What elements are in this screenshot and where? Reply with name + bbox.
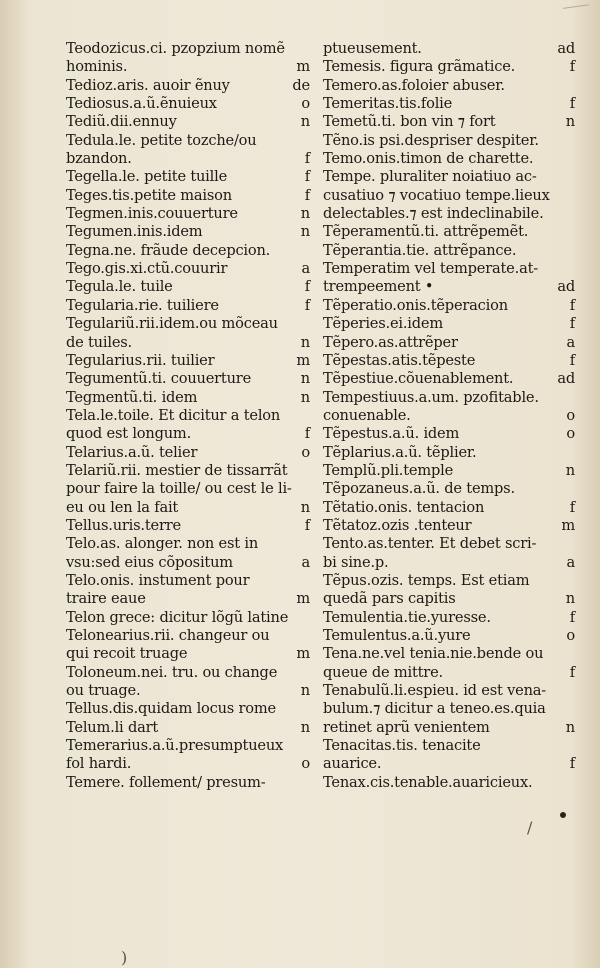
grammar-marker: n xyxy=(300,113,310,131)
grammar-marker: n xyxy=(300,682,310,700)
grammar-marker: o xyxy=(566,627,575,644)
left-column-line xyxy=(66,590,310,608)
grammar-marker: f xyxy=(569,498,575,516)
left-column-line xyxy=(66,517,310,535)
grammar-marker: f xyxy=(569,663,575,681)
entry-text: Tẽpestiue.cõuenablement. xyxy=(323,370,514,388)
grammar-marker: n xyxy=(565,718,575,736)
entry-text: Telo.onis. instument pour xyxy=(66,571,250,589)
entry-text: delectables.⁊ est indeclinabile. xyxy=(323,205,544,223)
left-column-line xyxy=(66,774,310,792)
grammar-marker: n xyxy=(300,718,310,736)
entry-text: Tẽperantia.tie. attrẽpance. xyxy=(323,241,517,259)
entry-text: Templũ.pli.temple xyxy=(323,461,454,479)
entry-text: eu ou len la fait xyxy=(66,498,179,516)
right-column-line xyxy=(323,627,575,645)
grammar-marker: de xyxy=(292,76,310,94)
entry-text: Telonearius.rii. changeur ou xyxy=(66,627,270,644)
entry-text: de tuiles. xyxy=(66,333,132,351)
grammar-marker: o xyxy=(566,425,575,443)
entry-text: Tela.le.toile. Et dicitur a telon xyxy=(66,406,281,424)
entry-text: pour faire la toille/ ou cest le li- xyxy=(66,480,292,498)
grammar-marker: n xyxy=(565,113,575,131)
left-column-line xyxy=(66,187,310,205)
entry-text: Telarius.a.ũ. telier xyxy=(66,443,198,461)
right-column-line xyxy=(323,682,575,700)
grammar-marker: m xyxy=(561,516,575,534)
entry-text: Tego.gis.xi.ctũ.couurir xyxy=(66,260,228,278)
right-column-line xyxy=(323,315,575,333)
entry-text: auarice. xyxy=(323,755,382,773)
entry-text: Temetũ.ti. bon vin ⁊ fort xyxy=(323,113,496,131)
left-column-line xyxy=(66,242,310,260)
grammar-marker: f xyxy=(304,296,310,314)
right-column-line xyxy=(323,297,575,315)
entry-text: retinet aprũ venientem xyxy=(323,718,490,736)
entry-text: Tenacitas.tis. tenacite xyxy=(323,737,481,755)
grammar-marker: f xyxy=(304,516,310,534)
entry-text: Tẽpozaneus.a.ũ. de temps. xyxy=(323,480,515,498)
entry-text: Tẽpero.as.attrẽper xyxy=(323,333,458,351)
entry-text: Temo.onis.timon de charette. xyxy=(323,150,534,168)
grammar-marker: a xyxy=(301,260,310,278)
entry-text: quedã pars capitis xyxy=(323,590,456,608)
grammar-marker: f xyxy=(569,58,575,76)
right-column-line xyxy=(323,168,575,186)
left-column-line xyxy=(66,682,310,700)
entry-text: Tellus.uris.terre xyxy=(66,516,181,534)
entry-text: Temeritas.tis.folie xyxy=(323,95,453,113)
right-column-line xyxy=(323,223,575,241)
entry-text: Temulentia.tie.yuresse. xyxy=(323,608,491,626)
grammar-marker: o xyxy=(301,755,310,773)
right-column-line xyxy=(323,609,575,627)
grammar-marker: a xyxy=(566,553,575,571)
left-column-line xyxy=(66,352,310,370)
entry-text: Tedula.le. petite tozche/ou xyxy=(66,131,257,149)
entry-text: Tẽpus.ozis. temps. Est etiam xyxy=(323,571,530,589)
grammar-marker: a xyxy=(301,553,310,571)
grammar-marker: f xyxy=(304,150,310,168)
right-column-line xyxy=(323,425,575,443)
margin-mark: ) xyxy=(121,948,128,967)
right-column-line xyxy=(323,95,575,113)
grammar-marker: o xyxy=(301,443,310,461)
left-column-line xyxy=(66,535,310,553)
left-column-line xyxy=(66,554,310,572)
entry-text: trempeement • xyxy=(323,278,434,296)
left-column-line xyxy=(66,334,310,352)
right-column-line xyxy=(323,278,575,296)
grammar-marker: m xyxy=(296,351,310,369)
right-column-line xyxy=(323,58,575,76)
grammar-marker: n xyxy=(565,590,575,608)
left-column-line xyxy=(66,627,310,645)
right-column-line xyxy=(323,572,575,590)
left-column-line xyxy=(66,297,310,315)
entry-text: Teodozicus.ci. pzopzium nomẽ xyxy=(66,40,285,57)
grammar-marker: f xyxy=(304,168,310,186)
entry-text: Telum.li dart xyxy=(66,718,159,736)
entry-text: Tẽpestas.atis.tẽpeste xyxy=(323,351,476,369)
entry-text: Temulentus.a.ũ.yure xyxy=(323,627,471,644)
entry-text: Tẽperamentũ.ti. attrẽpemẽt. xyxy=(323,223,529,241)
page-corner-fold xyxy=(563,4,591,22)
grammar-marker: n xyxy=(300,388,310,406)
entry-text: Tẽtatoz.ozis .tenteur xyxy=(323,516,472,534)
left-column-line xyxy=(66,572,310,590)
grammar-marker: m xyxy=(296,645,310,663)
left-column-line xyxy=(66,645,310,663)
entry-text: ou truage. xyxy=(66,682,141,700)
right-column-line xyxy=(323,517,575,535)
entry-text: Tenax.cis.tenable.auaricieux. xyxy=(323,773,533,791)
entry-text: vsu:sed eius cõpositum xyxy=(66,553,233,571)
entry-text: queue de mittre. xyxy=(323,663,443,681)
left-column-line xyxy=(66,737,310,755)
entry-text: Teges.tis.petite maison xyxy=(66,186,232,204)
right-column-line xyxy=(323,535,575,553)
grammar-marker: f xyxy=(569,315,575,333)
right-column-line xyxy=(323,352,575,370)
right-column-line xyxy=(323,590,575,608)
left-column-line xyxy=(66,223,310,241)
grammar-marker: ad xyxy=(557,40,575,57)
left-column-line xyxy=(66,278,310,296)
entry-text: Temesis. figura grãmatice. xyxy=(323,58,516,76)
left-column-line xyxy=(66,480,310,498)
grammar-marker: f xyxy=(304,278,310,296)
grammar-marker: ad xyxy=(557,278,575,296)
entry-text: fol hardi. xyxy=(66,755,132,773)
entry-text: Tellus.dis.quidam locus rome xyxy=(66,700,276,718)
entry-text: bulum.⁊ dicitur a teneo.es.quia xyxy=(323,700,546,718)
grammar-marker: ad xyxy=(557,370,575,388)
entry-text: Temerarius.a.ũ.presumptueux xyxy=(66,737,284,755)
left-column-line xyxy=(66,462,310,480)
right-column-line xyxy=(323,700,575,718)
entry-text: cusatiuo ⁊ vocatiuo tempe.lieux xyxy=(323,186,550,204)
entry-text: Temere. follement/ presum- xyxy=(66,773,266,791)
entry-text: quod est longum. xyxy=(66,425,192,443)
left-column-line xyxy=(66,755,310,773)
grammar-marker: f xyxy=(569,95,575,113)
entry-text: Temperatim vel temperate.at- xyxy=(323,260,538,278)
entry-text: bzandon. xyxy=(66,150,132,168)
entry-text: Tedioz.aris. auoir ẽnuy xyxy=(66,76,230,94)
entry-text: Tegula.le. tuile xyxy=(66,278,173,296)
left-column-line xyxy=(66,260,310,278)
right-column-line xyxy=(323,113,575,131)
grammar-marker: f xyxy=(569,351,575,369)
entry-text: Tediosus.a.ũ.ẽnuieux xyxy=(66,95,217,113)
left-column-line xyxy=(66,132,310,150)
entry-text: Tediũ.dii.ennuy xyxy=(66,113,177,131)
ink-dot xyxy=(560,812,566,818)
left-column-line xyxy=(66,95,310,113)
entry-text: Tento.as.tenter. Et debet scri- xyxy=(323,535,537,553)
right-column-line xyxy=(323,187,575,205)
left-column-line xyxy=(66,499,310,517)
grammar-marker: o xyxy=(566,406,575,424)
entry-text: Tegularius.rii. tuilier xyxy=(66,351,215,369)
entry-text: traire eaue xyxy=(66,590,146,608)
left-column-line xyxy=(66,40,310,58)
right-column-line xyxy=(323,77,575,95)
entry-text: Telo.as. alonger. non est in xyxy=(66,535,259,553)
grammar-marker: f xyxy=(569,755,575,773)
entry-text: Tẽno.is psi.despriser despiter. xyxy=(323,131,539,149)
grammar-marker: f xyxy=(569,296,575,314)
left-column-line xyxy=(66,719,310,737)
entry-text: Tegmentũ.ti. idem xyxy=(66,388,198,406)
right-column-line xyxy=(323,389,575,407)
entry-text: conuenable. xyxy=(323,406,411,424)
entry-text: hominis. xyxy=(66,58,128,76)
right-column-line xyxy=(323,40,575,58)
left-column-line xyxy=(66,407,310,425)
left-column-line xyxy=(66,77,310,95)
entry-text: qui recoit truage xyxy=(66,645,188,663)
right-column-line xyxy=(323,444,575,462)
entry-text: Tenabulũ.li.espieu. id est vena- xyxy=(323,682,546,700)
left-column-line xyxy=(66,315,310,333)
right-column-line xyxy=(323,132,575,150)
entry-text: Temero.as.foloier abuser. xyxy=(323,76,505,94)
entry-text: Tempe. pluraliter noiatiuo ac- xyxy=(323,168,537,186)
right-column-line xyxy=(323,242,575,260)
right-column-line xyxy=(323,150,575,168)
right-column-line xyxy=(323,737,575,755)
grammar-marker: n xyxy=(300,370,310,388)
right-column-line xyxy=(323,499,575,517)
margin-mark: / xyxy=(527,818,533,837)
left-column-line xyxy=(66,664,310,682)
right-column-line xyxy=(323,205,575,223)
entry-text: Tegumentũ.ti. couuerture xyxy=(66,370,252,388)
right-column-line xyxy=(323,260,575,278)
right-column-line xyxy=(323,334,575,352)
grammar-marker: m xyxy=(296,590,310,608)
left-column-line xyxy=(66,168,310,186)
right-column-line xyxy=(323,407,575,425)
entry-text: Tempestiuus.a.um. pzofitable. xyxy=(323,388,539,406)
left-column-line xyxy=(66,150,310,168)
grammar-marker: f xyxy=(304,425,310,443)
grammar-marker: n xyxy=(565,461,575,479)
left-column-line xyxy=(66,58,310,76)
entry-text: ptueusement. xyxy=(323,40,422,57)
entry-text: Tegumen.inis.idem xyxy=(66,223,203,241)
left-column-line xyxy=(66,113,310,131)
right-column-line xyxy=(323,755,575,773)
entry-text: Tegulariũ.rii.idem.ou mõceau xyxy=(66,315,278,333)
grammar-marker: n xyxy=(300,333,310,351)
right-column-line xyxy=(323,554,575,572)
right-column-line xyxy=(323,462,575,480)
entry-text: Tẽperatio.onis.tẽperacion xyxy=(323,296,508,314)
right-column-line xyxy=(323,645,575,663)
entry-text: Toloneum.nei. tru. ou change xyxy=(66,663,278,681)
entry-text: Tena.ne.vel tenia.nie.bende ou xyxy=(323,645,544,663)
left-column-line xyxy=(66,444,310,462)
grammar-marker: f xyxy=(569,608,575,626)
grammar-marker: o xyxy=(301,95,310,113)
entry-text: Telariũ.rii. mestier de tissarrãt xyxy=(66,461,288,479)
entry-text: Tẽtatio.onis. tentacion xyxy=(323,498,485,516)
grammar-marker: n xyxy=(300,498,310,516)
grammar-marker: m xyxy=(296,58,310,76)
entry-text: Tẽperies.ei.idem xyxy=(323,315,443,333)
grammar-marker: f xyxy=(304,186,310,204)
entry-text: Tẽpestus.a.ũ. idem xyxy=(323,425,460,443)
entry-text: bi sine.p. xyxy=(323,553,389,571)
left-column-line xyxy=(66,609,310,627)
left-column-line xyxy=(66,389,310,407)
grammar-marker: n xyxy=(300,223,310,241)
left-column-line xyxy=(66,700,310,718)
left-column-line xyxy=(66,425,310,443)
grammar-marker: n xyxy=(300,205,310,223)
right-column xyxy=(323,40,575,792)
entry-text: Tẽplarius.a.ũ. tẽplier. xyxy=(323,443,477,461)
right-column-line xyxy=(323,774,575,792)
left-column-line xyxy=(66,370,310,388)
entry-text: Tegna.ne. frãude decepcion. xyxy=(66,241,271,259)
entry-text: Telon grece: dicitur lõgũ latine xyxy=(66,608,289,626)
entry-text: Tegmen.inis.couuerture xyxy=(66,205,238,223)
entry-text: Tegularia.rie. tuiliere xyxy=(66,296,219,314)
grammar-marker: a xyxy=(566,333,575,351)
left-column xyxy=(66,40,310,792)
right-column-line xyxy=(323,664,575,682)
left-column-line xyxy=(66,205,310,223)
entry-text: Tegella.le. petite tuille xyxy=(66,168,228,186)
right-column-line xyxy=(323,719,575,737)
right-column-line xyxy=(323,480,575,498)
right-column-line xyxy=(323,370,575,388)
